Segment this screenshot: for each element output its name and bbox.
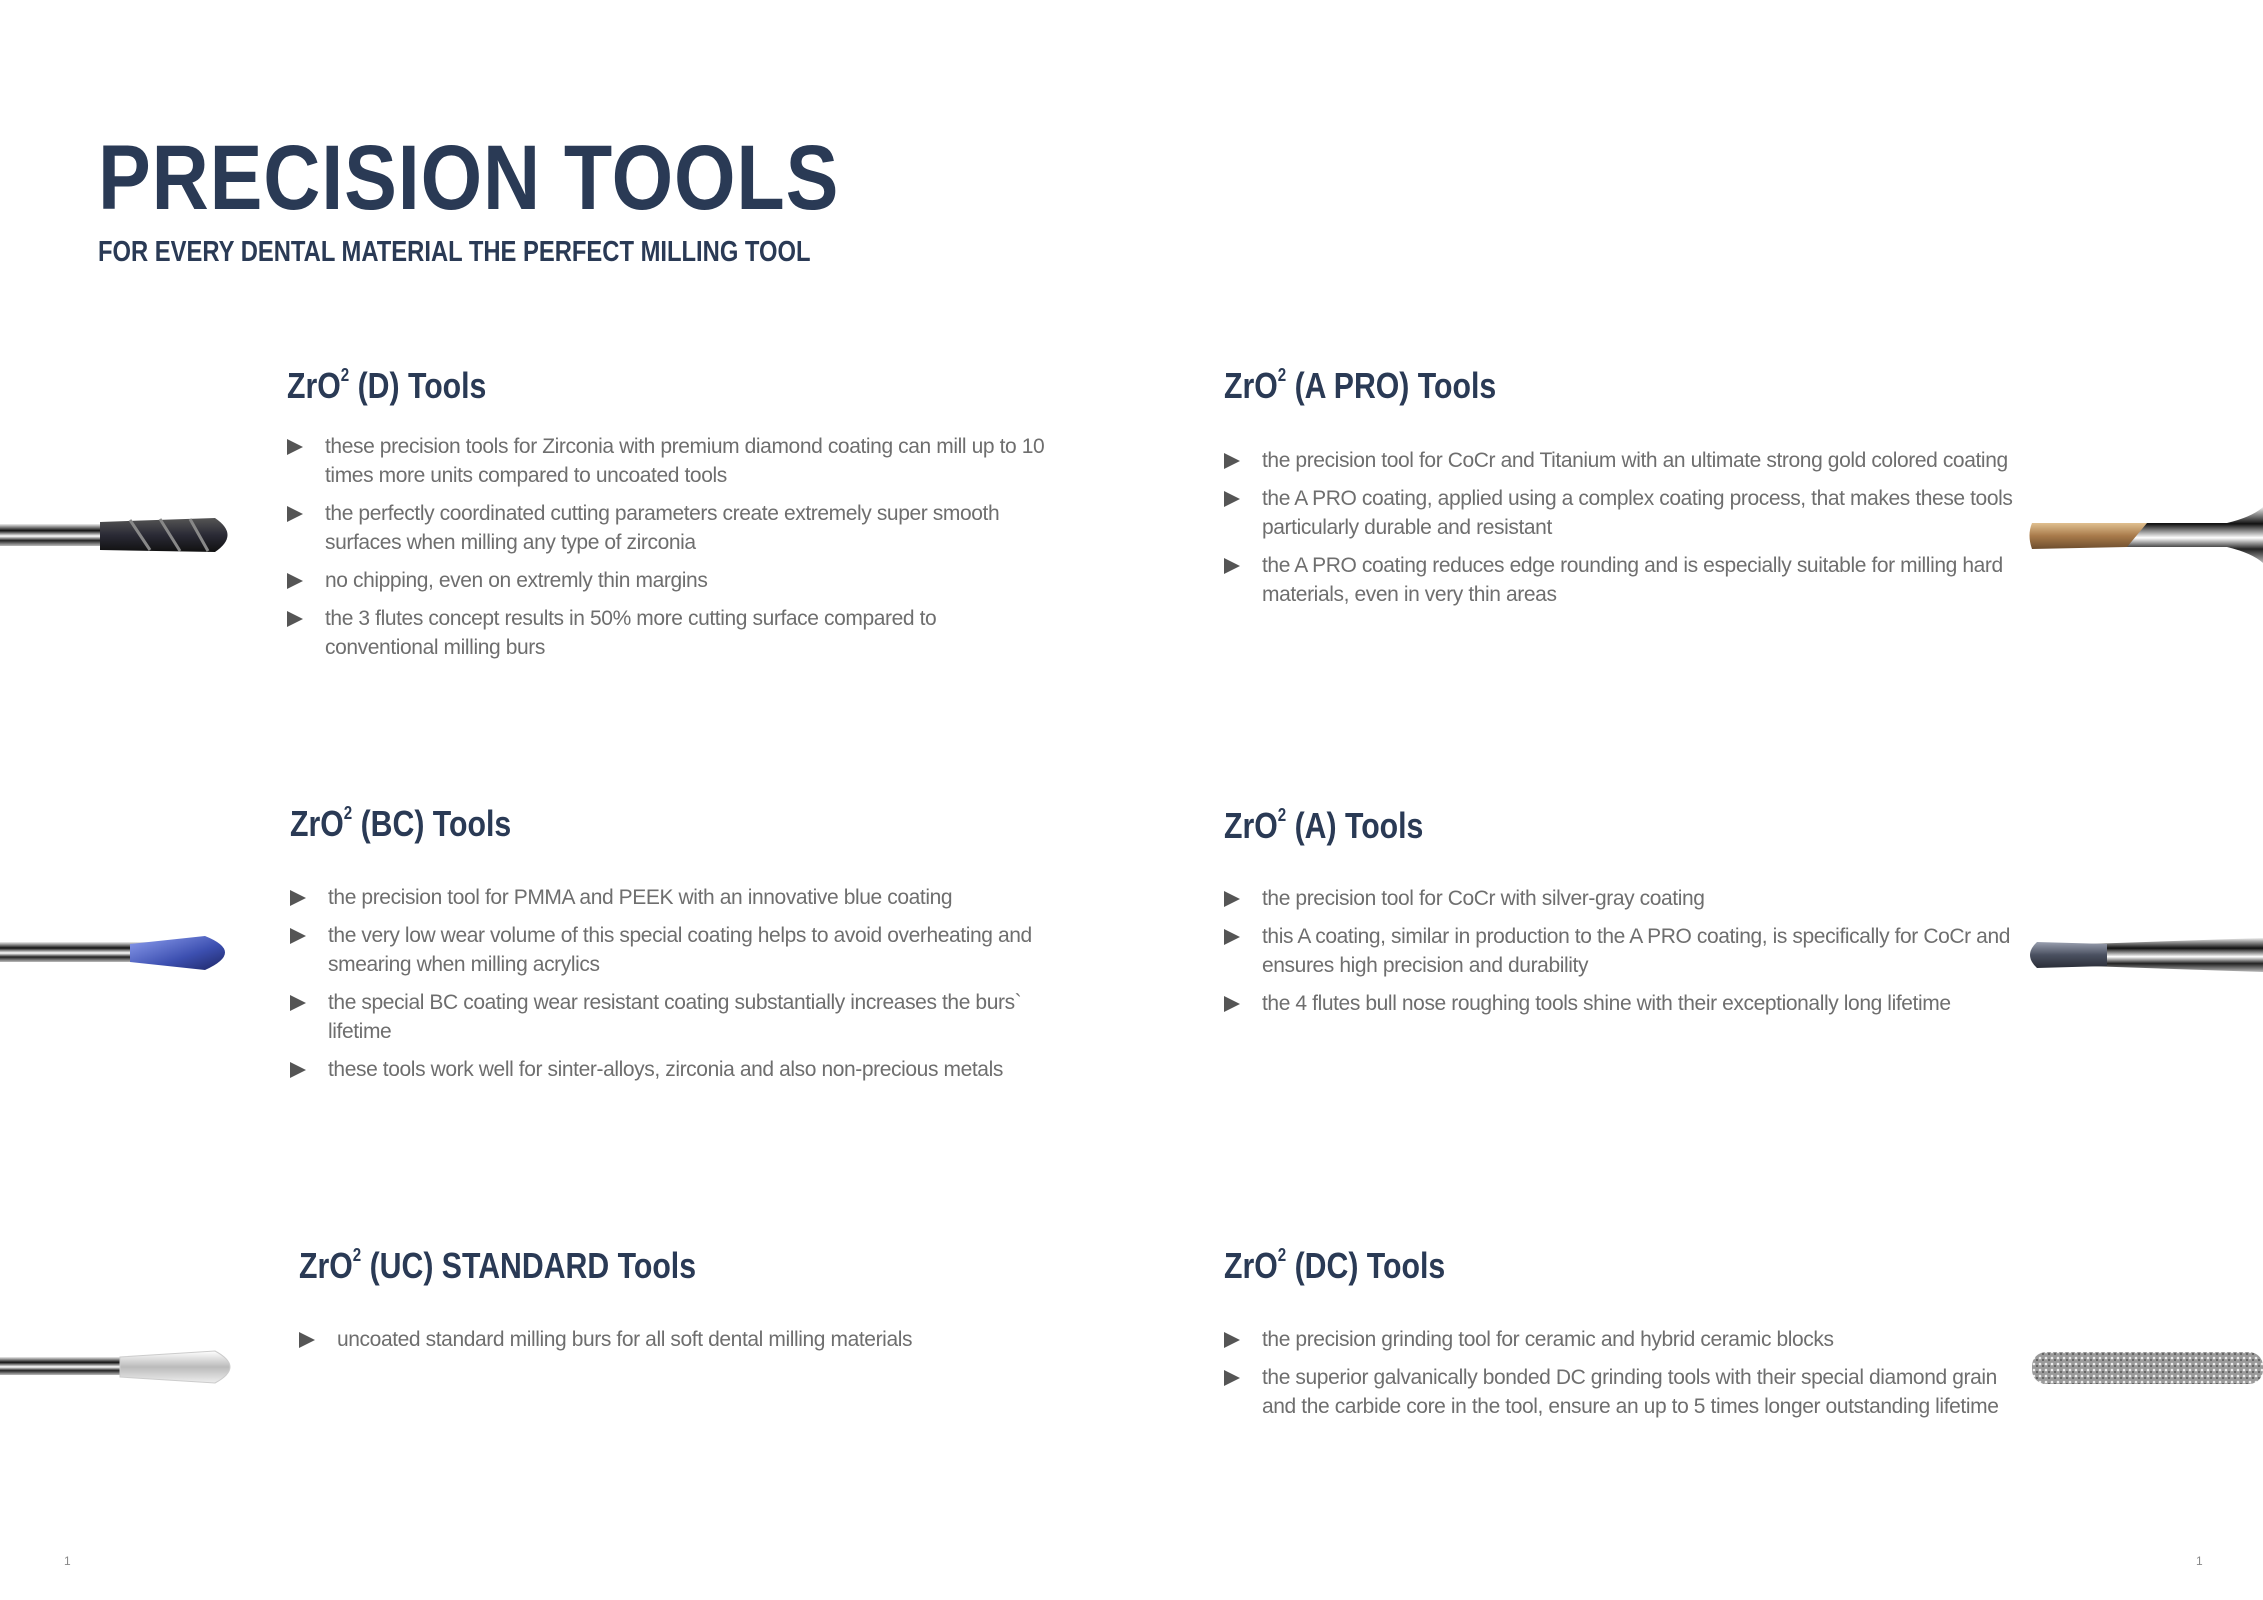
triangle-bullet-icon <box>287 573 303 589</box>
section-heading <box>1224 805 1894 846</box>
heading-superscript: 2 <box>1277 805 1287 825</box>
triangle-bullet-icon <box>1224 929 1240 945</box>
section-heading <box>299 1245 936 1286</box>
heading-superscript: 2 <box>352 1245 362 1265</box>
heading-name: (BC) Tools <box>352 803 512 844</box>
heading-superscript: 2 <box>1277 1245 1287 1265</box>
bullet-text: these tools work well for sinter-alloys, zirconia and also non-precious metals <box>328 1058 1003 1081</box>
page-title: PRECISION TOOLS <box>98 127 840 229</box>
triangle-bullet-icon <box>299 1332 315 1348</box>
page-number-left: 1 <box>64 1554 71 1568</box>
bullet-list <box>1224 1325 2022 1421</box>
heading-name: (D) Tools <box>349 365 487 406</box>
bullet-list <box>1224 446 2022 609</box>
bullet-item <box>290 883 1048 912</box>
heading-prefix: ZrO <box>287 365 341 406</box>
bullet-text: the superior galvanically bonded DC grinding tools with their special diamond grain and the carbide core in the tool, ensure an up to 5 times longer outstanding lifetime <box>1262 1366 1999 1418</box>
page-number-right: 1 <box>2196 1554 2203 1568</box>
triangle-bullet-icon <box>1224 996 1240 1012</box>
triangle-bullet-icon <box>1224 891 1240 907</box>
bullet-item <box>1224 1325 2022 1354</box>
bullet-text: the very low wear volume of this special coating helps to avoid overheating and smearing when milling acrylics <box>328 924 1032 976</box>
bc-tool-image <box>0 930 240 975</box>
bullet-text: the A PRO coating reduces edge rounding and is especially suitable for milling hard materials, even in very thin areas <box>1262 554 2003 606</box>
a-tool-image <box>2027 930 2263 980</box>
heading-superscript: 2 <box>1277 365 1287 385</box>
heading-name: (DC) Tools <box>1286 1245 1446 1286</box>
section-heading <box>1224 365 1894 406</box>
heading-name: (A) Tools <box>1286 805 1424 846</box>
heading-prefix: ZrO <box>1224 805 1278 846</box>
triangle-bullet-icon <box>290 928 306 944</box>
bullet-item <box>1224 1363 2022 1421</box>
bullet-text: the precision grinding tool for ceramic and hybrid ceramic blocks <box>1262 1328 1834 1351</box>
a-pro-tool-image <box>2027 505 2263 565</box>
bullet-item <box>1224 922 2022 980</box>
bullet-item <box>290 988 1048 1046</box>
bullet-text: the special BC coating wear resistant coating substantially increases the burs` lifetime <box>328 991 1022 1043</box>
bullet-text: the 3 flutes concept results in 50% more cutting surface compared to conventional milling burs <box>325 607 937 659</box>
triangle-bullet-icon <box>290 1062 306 1078</box>
bullet-item <box>287 499 1045 557</box>
bullet-text: the perfectly coordinated cutting parameters create extremely super smooth surfaces when milling any type of zirconia <box>325 502 1000 554</box>
bullet-text: the precision tool for PMMA and PEEK with an innovative blue coating <box>328 886 953 909</box>
bullet-list <box>290 883 1048 1084</box>
triangle-bullet-icon <box>1224 453 1240 469</box>
dc-tool-image <box>2032 1350 2263 1386</box>
bullet-text: the 4 flutes bull nose roughing tools shine with their exceptionally long lifetime <box>1262 992 1951 1015</box>
uc-tool-image <box>0 1347 240 1387</box>
bullet-item <box>287 432 1045 490</box>
triangle-bullet-icon <box>1224 491 1240 507</box>
triangle-bullet-icon <box>287 611 303 627</box>
bullet-item <box>1224 446 2022 475</box>
section-heading <box>290 803 927 844</box>
bullet-item <box>1224 551 2022 609</box>
section-bc-tools <box>290 803 1048 1093</box>
heading-superscript: 2 <box>343 803 353 823</box>
bullet-item <box>290 921 1048 979</box>
heading-name: (UC) STANDARD Tools <box>361 1245 697 1286</box>
bullet-item <box>1224 884 2022 913</box>
bullet-list <box>299 1325 1057 1354</box>
page-subtitle: FOR EVERY DENTAL MATERIAL THE PERFECT MILLING TOOL <box>98 236 811 268</box>
bullet-item <box>287 566 1045 595</box>
section-a-pro-tools <box>1224 365 2022 618</box>
bullet-text: the precision tool for CoCr with silver-gray coating <box>1262 887 1705 910</box>
section-dc-tools <box>1224 1245 2022 1430</box>
heading-prefix: ZrO <box>290 803 344 844</box>
bullet-item <box>1224 989 2022 1018</box>
triangle-bullet-icon <box>290 995 306 1011</box>
bullet-item <box>287 604 1045 662</box>
triangle-bullet-icon <box>287 506 303 522</box>
triangle-bullet-icon <box>1224 1332 1240 1348</box>
heading-name: (A PRO) Tools <box>1286 365 1497 406</box>
bullet-text: this A coating, similar in production to the A PRO coating, is specifically for CoCr and ensures high precision and durability <box>1262 925 2011 977</box>
heading-superscript: 2 <box>340 365 350 385</box>
section-uc-standard-tools <box>299 1245 1057 1363</box>
triangle-bullet-icon <box>290 890 306 906</box>
bullet-text: the A PRO coating, applied using a complex coating process, that makes these tools particularly durable and resistant <box>1262 487 2013 539</box>
triangle-bullet-icon <box>1224 558 1240 574</box>
bullet-text: uncoated standard milling burs for all soft dental milling materials <box>337 1328 913 1351</box>
triangle-bullet-icon <box>287 439 303 455</box>
bullet-item <box>299 1325 1057 1354</box>
bullet-item <box>290 1055 1048 1084</box>
bullet-list <box>1224 884 2022 1018</box>
triangle-bullet-icon <box>1224 1370 1240 1386</box>
d-tool-image <box>0 510 240 560</box>
heading-prefix: ZrO <box>299 1245 353 1286</box>
bullet-list <box>287 432 1045 662</box>
bullet-item <box>1224 484 2022 542</box>
heading-prefix: ZrO <box>1224 365 1278 406</box>
section-heading <box>1224 1245 1894 1286</box>
section-heading <box>287 365 924 406</box>
bullet-text: the precision tool for CoCr and Titanium with an ultimate strong gold colored coating <box>1262 449 2008 472</box>
section-a-tools <box>1224 805 2022 1027</box>
bullet-text: no chipping, even on extremly thin margins <box>325 569 708 592</box>
section-d-tools <box>287 365 1045 671</box>
heading-prefix: ZrO <box>1224 1245 1278 1286</box>
bullet-text: these precision tools for Zirconia with premium diamond coating can mill up to 10 times more units compared to uncoated tools <box>325 435 1045 487</box>
